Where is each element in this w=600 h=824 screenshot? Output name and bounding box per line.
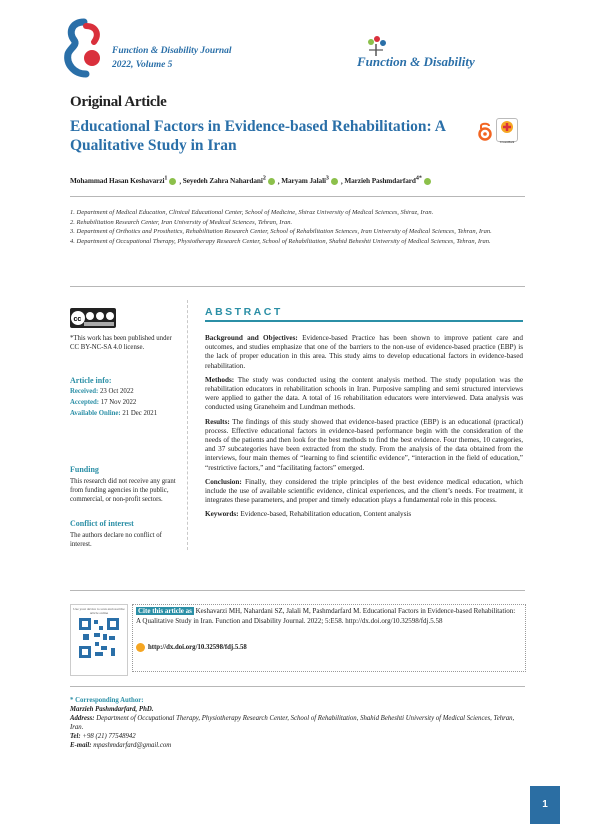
divider [70, 590, 525, 591]
abstract-results: Results: The findings of this study showed that evidence-based practice (EBP) is an educational (practical) process. Effective educational factors in evidence-based performance begin with the consideration of the needs of the patients and then look for the best methods to find the best evidence. Four themes, 10 categories, and 37 subcategories have been extracted from the study. From the analysis of the data obtained from the interviews, four main themes of “learning to find scientific evidence”, “interaction in the field of education,” “restrictive factors,” and “facilitating factors” emerged. [205, 417, 524, 472]
qr-panel[interactable] [70, 604, 128, 676]
cite-label: Cite this article as [138, 607, 192, 615]
abstract-rule [205, 320, 523, 322]
article-title: Educational Factors in Evidence-based Rehabilitation: A Qualitative Study in Iran [70, 118, 446, 154]
author: Marzieh Pashmdarfard$^{4*}$ [344, 176, 422, 186]
divider [70, 686, 525, 687]
affiliation: 3. Department of Orthotics and Prosthetics, Rehabilitation Research Center, School of Rehabilitation Sciences, Iran University of Medical Sciences, Tehran, Iran. [70, 228, 492, 235]
journal-logo-icon [62, 18, 106, 78]
qr-caption: Use your device to scan and read the article online [73, 607, 125, 615]
open-access-icon[interactable] [478, 121, 492, 141]
conflict-heading: Conflict of interest [70, 519, 134, 528]
column-separator [187, 300, 188, 550]
qr-code-icon [79, 618, 119, 658]
crossmark-icon [497, 119, 517, 135]
author: Maryam Jalali$^3$ [281, 176, 329, 186]
orcid-icon[interactable] [169, 178, 176, 185]
online-line: Available Online: 21 Dec 2021 [70, 410, 158, 417]
orcid-icon[interactable] [268, 178, 275, 185]
abstract-keywords: Keywords: Evidence-based, Rehabilitation education, Content analysis [205, 510, 412, 519]
funding-heading: Funding [70, 465, 99, 474]
corresponding-tel: Tel: +98 (21) 77548942 [70, 733, 136, 740]
brand-logo [355, 36, 520, 76]
abstract-conclusion: Conclusion: Finally, they considered the triple principles of the best evidence medical education, which include the use of available scientific evidence, clinical experiences, and the client’s needs. For treatment, it integrates these parameters, and proper and timely education plays a fundamental role in this process. [205, 477, 523, 505]
citation-body: Keshavarzi MH, Nahardani SZ, Jalali M, Pashmdarfard M. Educational Factors in Evidence-based Rehabilitation: A Qualitative Study in Iran. Function and Disability Journal. 2022; 5:E58. http://dx.doi.org/10.32598/fdj.5.58 [136, 607, 516, 625]
article-info-heading: Article info: [70, 376, 112, 385]
corresponding-name: Marzieh Pashmdarfard, PhD. [70, 706, 154, 713]
divider [70, 196, 525, 197]
abstract-body [205, 334, 523, 525]
page-number: 1 [530, 786, 560, 824]
corresponding-heading: * Corresponding Author: [70, 697, 144, 704]
brand-text: Function & Disability [357, 54, 475, 69]
abstract-heading: ABSTRACT [205, 306, 283, 318]
doi-icon [136, 643, 145, 652]
received-line: Received: 23 Oct 2022 [70, 388, 134, 395]
affiliation: 4. Department of Occupational Therapy, Physiotherapy Research Center, School of Rehabilitation, Shahid Beheshti University of Medical Sciences, Tehran, Iran. [70, 237, 491, 245]
journal-year-volume: 2022, Volume 5 [112, 60, 173, 70]
cc-license-icon [70, 308, 116, 328]
author-list: Mohammad Hasan Keshavarzi$^1$ , Seyedeh Zahra Nahardani$^2$ , Maryam Jalali$^3$ , Marzieh Pashmdarfard$^{4*}$ [70, 176, 434, 185]
corresponding-email: E-mail: mpashmdarfard@gmail.com [70, 742, 172, 749]
divider [70, 286, 525, 287]
affiliation: 1. Department of Medical Education, Clinical Educational Center, School of Medicine, Shiraz University of Medical Sciences, Shiraz, Iran. [70, 209, 434, 216]
orcid-icon[interactable] [424, 178, 431, 185]
citation-text [136, 607, 521, 626]
corresponding-author [70, 696, 525, 750]
conflict-text: The authors declare no conflict of interest. [70, 532, 162, 548]
affiliation: 2. Rehabilitation Research Center, Iran University of Medical Sciences, Tehran, Iran. [70, 218, 293, 226]
doi-link[interactable]: http://dx.doi.org/10.32598/fdj.5.58 [136, 643, 247, 652]
license-note: *This work has been published under CC BY-NC-SA 4.0 license. [70, 335, 172, 351]
accepted-line: Accepted: 17 Nov 2022 [70, 399, 137, 406]
crossmark-label: CrossMark [499, 140, 515, 144]
svg-text:cc: cc [73, 316, 82, 323]
article-type: Original Article [70, 94, 167, 110]
crossmark-badge[interactable] [496, 118, 518, 142]
cc-license-badge[interactable] [70, 308, 116, 328]
journal-header [112, 44, 232, 72]
orcid-icon[interactable] [331, 178, 338, 185]
abstract-background: Background and Objectives: Evidence-based Practice has been shown to improve patient care and outcomes, and studies emphasize that one of the barriers to the non-use of evidence-based practice (EBP) is the lack of proper education in this area. This study aims to develop educational factors in evidence-based rehabilitation. [205, 334, 523, 370]
abstract-methods: Methods: The study was conducted using the content analysis method. The study population was the rehabilitation educators in rehabilitation schools in Iran. Purposive sampling and semi structured interviews were applied to gather the data. A total of 16 rehabilitation educators were interviewed. Data analysis was conducted using Graneheim and Lundman methods. [205, 375, 524, 412]
author: Seyedeh Zahra Nahardani$^2$ [182, 176, 266, 186]
journal-name: Function & Disability Journal [112, 46, 232, 56]
funding-text: This research did not receive any grant from funding agencies in the public, commercial, or non-profit sectors. [70, 478, 176, 503]
affiliations [70, 208, 522, 246]
corresponding-address: Address: Department of Occupational Therapy, Physiotherapy Research Center, School of Rehabilitation, Shahid Beheshti University of Medical Sciences, Tehran, Iran. [70, 715, 515, 731]
author: Mohammad Hasan Keshavarzi$^1$ [70, 176, 168, 186]
